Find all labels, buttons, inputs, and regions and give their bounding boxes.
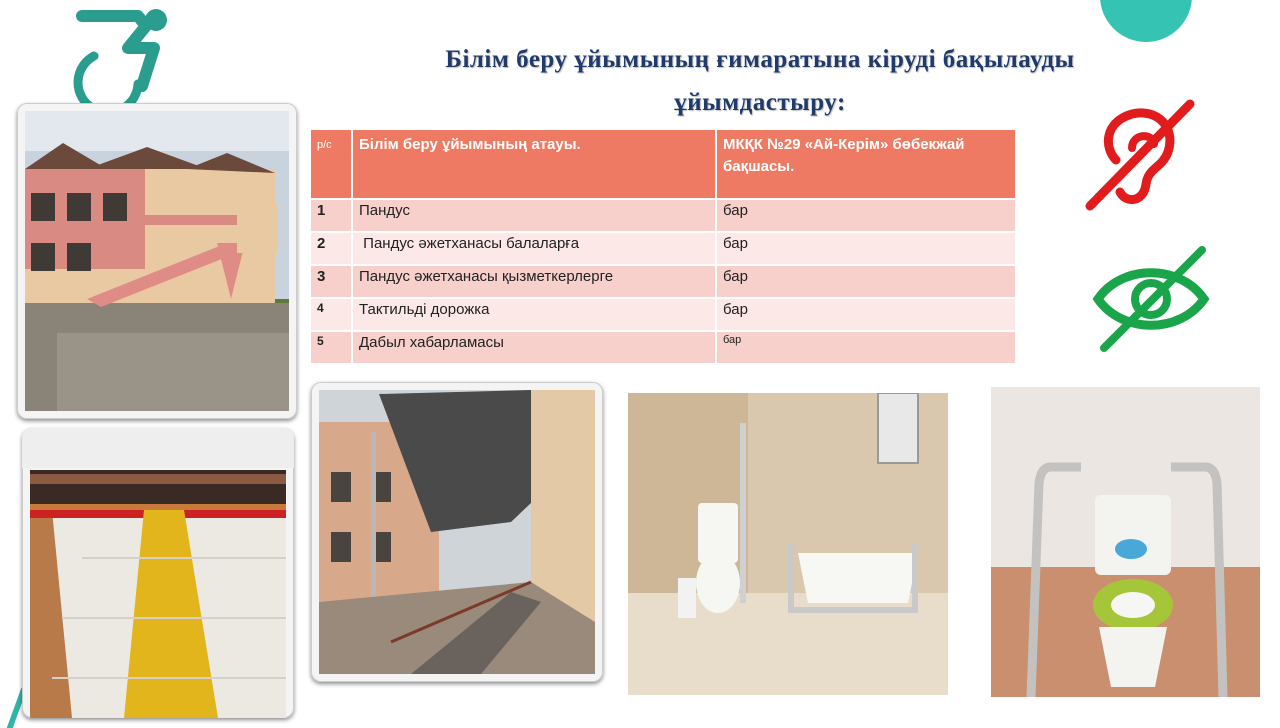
row-value: бар — [716, 232, 1016, 265]
accessibility-table — [309, 128, 1017, 365]
hearing-impaired-icon — [1082, 98, 1198, 214]
table-row — [310, 298, 1016, 331]
row-number: 1 — [310, 199, 352, 232]
table-row — [310, 232, 1016, 265]
title-line-2: ұйымдастыру: — [674, 89, 846, 116]
row-name: Пандус әжетханасы қызметкерлерге — [352, 265, 716, 298]
header-number: р/с — [310, 129, 352, 199]
row-number: 2 — [310, 232, 352, 265]
header-name: Білім беру ұйымының атауы. — [352, 129, 716, 199]
tactile-path-photo — [22, 428, 294, 718]
staff-toilet-photo — [628, 393, 948, 695]
row-name: Пандус — [352, 199, 716, 232]
table-header-row — [310, 129, 1016, 199]
row-name: Тактильді дорожка — [352, 298, 716, 331]
row-value: бар — [716, 265, 1016, 298]
row-value: бар — [716, 331, 1016, 364]
table-row — [310, 265, 1016, 298]
table-row — [310, 199, 1016, 232]
row-name: Пандус әжетханасы балаларға — [352, 232, 716, 265]
row-number: 5 — [310, 331, 352, 364]
building-ramp-photo — [17, 103, 297, 419]
table-row — [310, 331, 1016, 364]
children-toilet-photo — [991, 387, 1260, 697]
vision-impaired-icon — [1092, 244, 1210, 354]
covered-walkway-photo — [311, 382, 603, 682]
row-value: бар — [716, 298, 1016, 331]
decor-circle — [1100, 0, 1192, 42]
row-number: 4 — [310, 298, 352, 331]
wheelchair-icon — [58, 2, 178, 104]
title-line-1: Білім беру ұйымының ғимаратына кіруді бақылауды — [445, 46, 1075, 73]
row-value: бар — [716, 199, 1016, 232]
header-org: МКҚК №29 «Ай-Керім» бөбекжай бақшасы. — [716, 129, 1016, 199]
page-title — [330, 38, 1190, 124]
row-name: Дабыл хабарламасы — [352, 331, 716, 364]
row-number: 3 — [310, 265, 352, 298]
